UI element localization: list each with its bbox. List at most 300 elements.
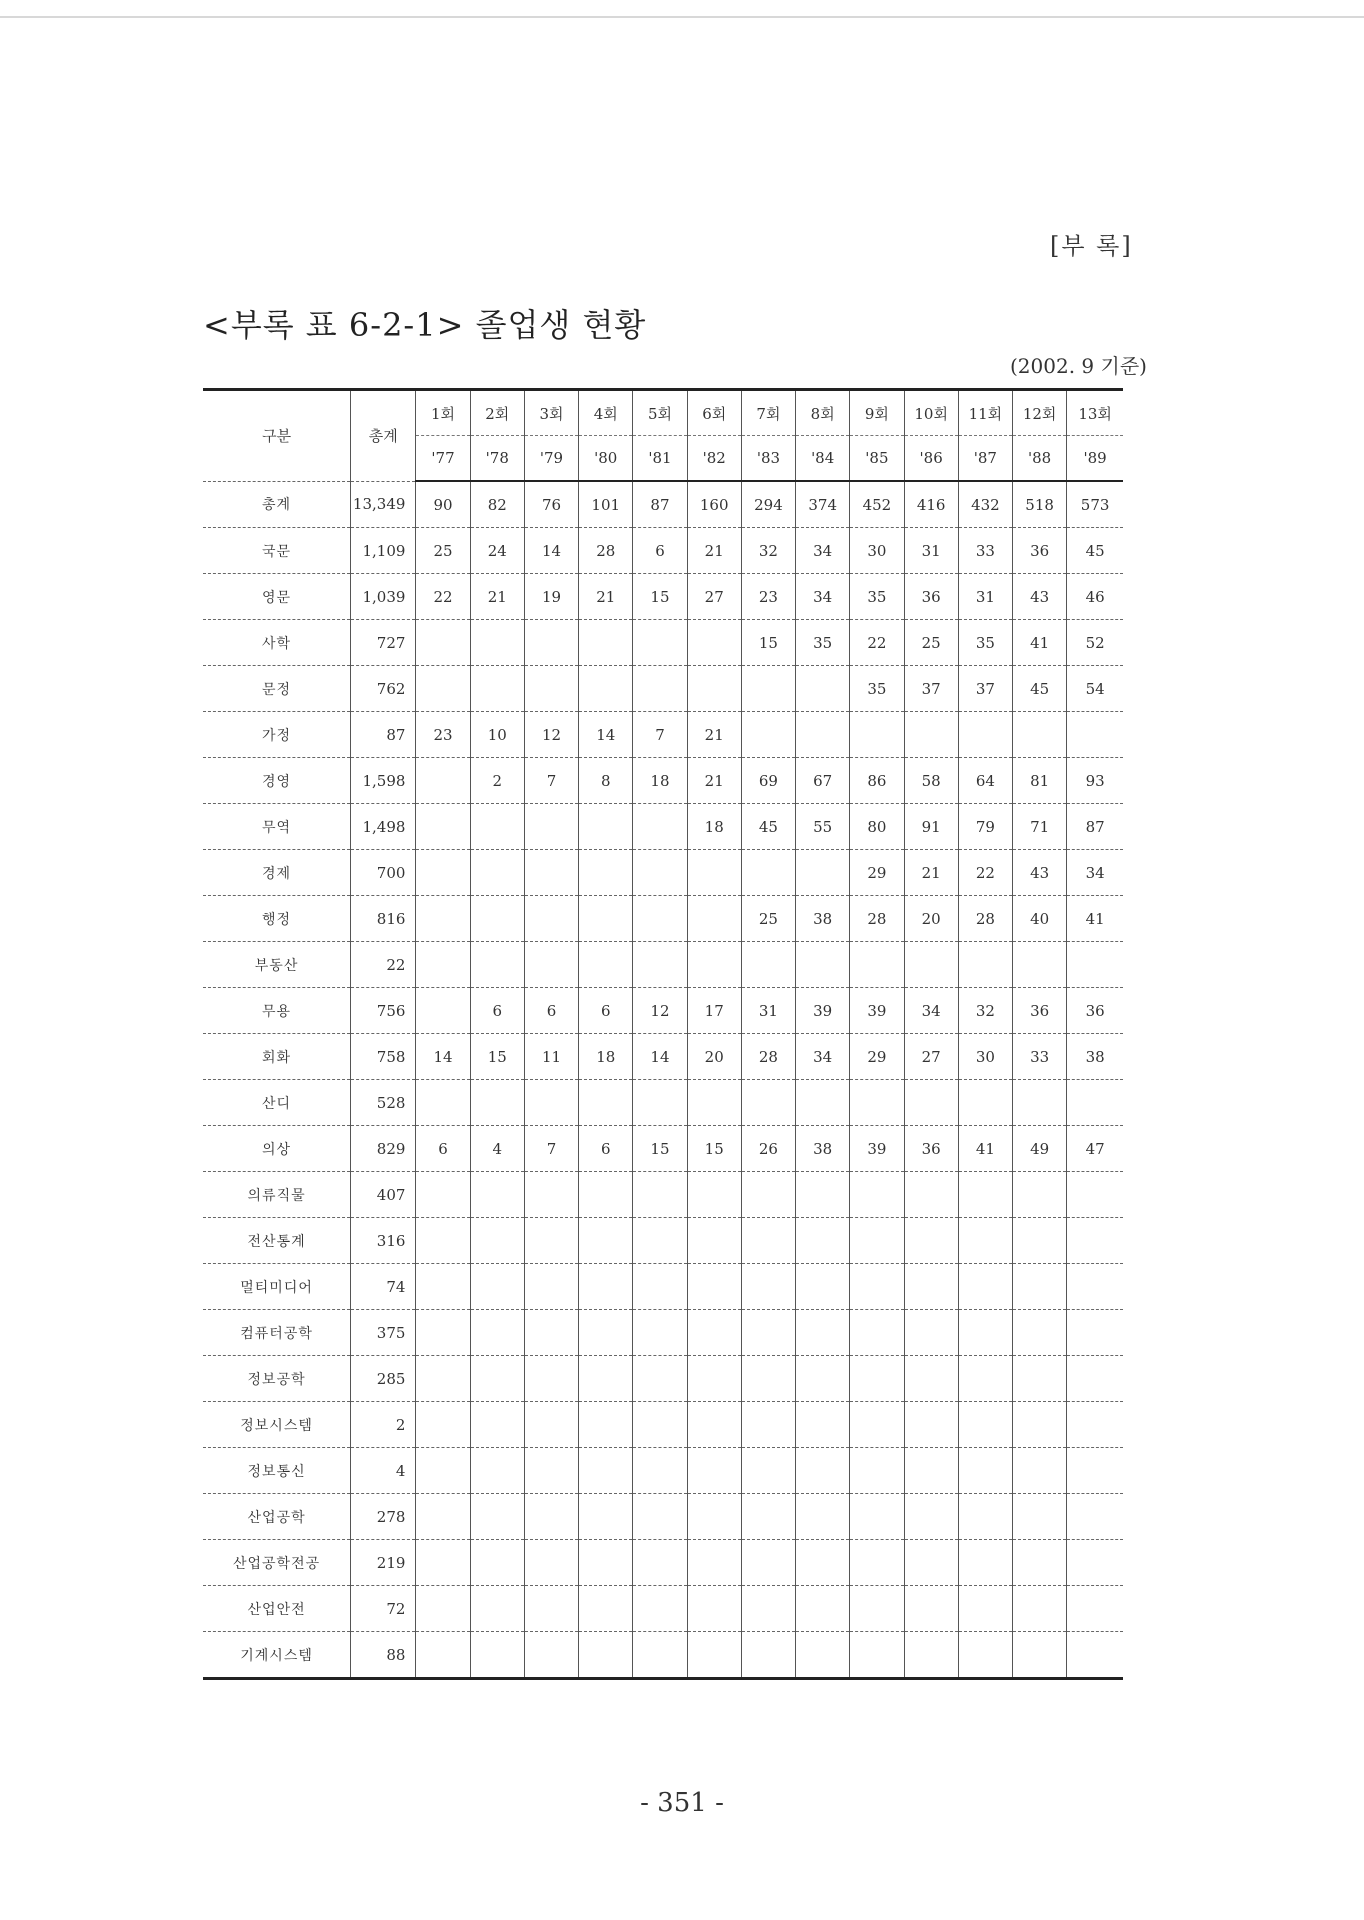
table-cell [687,1080,741,1126]
table-cell [579,896,633,942]
table-cell: 64 [958,758,1012,804]
header-round: 13회 [1067,390,1123,436]
row-label: 의류직물 [203,1172,351,1218]
table-cell [470,804,524,850]
table-row [203,1126,1123,1172]
table-row [203,1540,1123,1586]
table-cell [687,1632,741,1679]
table-cell: 6 [579,988,633,1034]
table-cell: 82 [470,481,524,528]
table-cell [416,1632,470,1679]
table-cell: 18 [633,758,687,804]
table-cell [958,1586,1012,1632]
table-cell [850,1310,904,1356]
row-label: 국문 [203,528,351,574]
table-cell [687,620,741,666]
page-number: - 351 - [640,1788,724,1818]
header-year: '80 [579,436,633,482]
table-row [203,1310,1123,1356]
table-cell [958,1172,1012,1218]
table-cell: 416 [904,481,958,528]
table-cell [741,850,795,896]
header-year: '86 [904,436,958,482]
header-year: '85 [850,436,904,482]
table-cell [904,942,958,988]
table-cell [579,1264,633,1310]
table-cell [579,1586,633,1632]
table-cell [904,1402,958,1448]
table-cell: 21 [904,850,958,896]
table-cell [958,942,1012,988]
row-total: 829 [351,1126,416,1172]
row-total: 1,109 [351,528,416,574]
table-cell [633,1310,687,1356]
table-cell: 90 [416,481,470,528]
table-cell: 39 [850,988,904,1034]
table-cell [741,1632,795,1679]
table-cell [741,1310,795,1356]
row-total: 756 [351,988,416,1034]
table-cell: 374 [796,481,850,528]
table-row [203,620,1123,666]
table-cell [1013,1448,1067,1494]
table-cell [633,896,687,942]
table-cell [579,942,633,988]
table-cell [850,1402,904,1448]
table-cell: 21 [687,712,741,758]
table-cell: 47 [1067,1126,1123,1172]
table-cell [416,1264,470,1310]
row-label: 경제 [203,850,351,896]
table-cell [958,1264,1012,1310]
table-row [203,1034,1123,1080]
table-cell [741,666,795,712]
table-cell [1067,1402,1123,1448]
table-cell: 30 [850,528,904,574]
table-cell [1067,712,1123,758]
table-cell [687,1264,741,1310]
row-label: 정보공학 [203,1356,351,1402]
scan-top-border [0,16,1364,18]
table-cell: 35 [850,666,904,712]
table-cell [416,1540,470,1586]
table-cell [796,1264,850,1310]
table-cell [958,712,1012,758]
table-cell [958,1310,1012,1356]
row-total: 758 [351,1034,416,1080]
table-cell [470,1172,524,1218]
table-cell [633,942,687,988]
row-total: 22 [351,942,416,988]
row-total: 407 [351,1172,416,1218]
table-cell [1067,1586,1123,1632]
table-cell [416,896,470,942]
table-cell [850,1448,904,1494]
table-cell [579,1494,633,1540]
table-cell [796,1448,850,1494]
table-cell [850,1080,904,1126]
table-cell: 22 [958,850,1012,896]
table-cell [904,1172,958,1218]
row-total: 278 [351,1494,416,1540]
table-cell [1013,1218,1067,1264]
table-cell [524,1494,578,1540]
table-cell [470,1080,524,1126]
table-row [203,712,1123,758]
table-cell: 37 [958,666,1012,712]
header-year: '79 [524,436,578,482]
row-total: 74 [351,1264,416,1310]
table-cell [524,666,578,712]
header-year: '84 [796,436,850,482]
table-cell [904,712,958,758]
table-cell [524,1172,578,1218]
table-cell [416,1172,470,1218]
table-cell: 29 [850,850,904,896]
table-cell [524,1402,578,1448]
table-cell: 14 [416,1034,470,1080]
table-cell [958,1218,1012,1264]
table-cell: 34 [904,988,958,1034]
table-cell [850,1540,904,1586]
header-year: '81 [633,436,687,482]
table-row [203,758,1123,804]
table-cell: 58 [904,758,958,804]
table-cell [579,850,633,896]
table-cell [524,1632,578,1679]
table-cell [524,1218,578,1264]
row-label: 산업안전 [203,1586,351,1632]
table-cell [524,1448,578,1494]
table-cell [741,1586,795,1632]
table-cell: 55 [796,804,850,850]
table-cell: 20 [904,896,958,942]
table-cell [1067,1356,1123,1402]
table-cell [741,712,795,758]
table-cell [416,1310,470,1356]
row-label: 문정 [203,666,351,712]
table-cell [1013,942,1067,988]
header-total: 총계 [351,390,416,482]
table-cell [904,1080,958,1126]
table-cell [470,666,524,712]
table-cell [850,1494,904,1540]
table-cell [796,1402,850,1448]
table-cell [850,1356,904,1402]
row-label: 경영 [203,758,351,804]
table-cell [850,1264,904,1310]
table-cell [687,942,741,988]
row-total: 816 [351,896,416,942]
table-cell: 91 [904,804,958,850]
row-total: 700 [351,850,416,896]
table-cell [741,1080,795,1126]
table-cell [524,620,578,666]
table-cell [741,942,795,988]
table-cell: 36 [904,1126,958,1172]
table-cell [579,1172,633,1218]
table-cell: 71 [1013,804,1067,850]
table-cell [904,1356,958,1402]
table-cell: 36 [1013,528,1067,574]
table-row [203,1632,1123,1679]
header-round: 12회 [1013,390,1067,436]
table-cell [687,896,741,942]
table-cell [470,1218,524,1264]
table-row [203,896,1123,942]
table-cell [633,1402,687,1448]
header-round: 1회 [416,390,470,436]
row-total: 528 [351,1080,416,1126]
table-cell [687,1402,741,1448]
table-cell: 14 [633,1034,687,1080]
table-cell [579,1632,633,1679]
table-row [203,666,1123,712]
table-cell: 23 [416,712,470,758]
table-row [203,1586,1123,1632]
row-label: 부동산 [203,942,351,988]
table-cell: 34 [796,1034,850,1080]
table-cell: 160 [687,481,741,528]
table-cell: 2 [470,758,524,804]
table-cell [1067,1172,1123,1218]
table-cell [904,1448,958,1494]
header-year: '82 [687,436,741,482]
table-cell: 76 [524,481,578,528]
table-cell [796,1218,850,1264]
table-row [203,942,1123,988]
table-cell [1013,1586,1067,1632]
header-year: '88 [1013,436,1067,482]
table-cell: 27 [904,1034,958,1080]
table-cell [796,1310,850,1356]
table-header [203,390,1123,482]
row-total: 2 [351,1402,416,1448]
table-cell: 32 [958,988,1012,1034]
table-cell: 33 [1013,1034,1067,1080]
row-label: 영문 [203,574,351,620]
table-cell: 69 [741,758,795,804]
table-cell [1067,1218,1123,1264]
table-row [203,1264,1123,1310]
table-cell [1013,712,1067,758]
table-cell [470,1264,524,1310]
table-cell: 87 [1067,804,1123,850]
table-cell [904,1218,958,1264]
table-cell: 36 [1013,988,1067,1034]
table-cell [904,1586,958,1632]
table-row [203,1494,1123,1540]
table-cell [633,1080,687,1126]
table-cell: 35 [850,574,904,620]
table-cell [958,1540,1012,1586]
row-label: 의상 [203,1126,351,1172]
table-cell: 45 [741,804,795,850]
table-cell [579,1540,633,1586]
table-cell [416,1402,470,1448]
table-cell [796,850,850,896]
table-cell [416,1356,470,1402]
table-cell: 38 [1067,1034,1123,1080]
table-cell [796,1080,850,1126]
row-label: 총계 [203,481,351,528]
table-cell [470,1310,524,1356]
table-cell: 31 [958,574,1012,620]
table-cell: 21 [687,528,741,574]
table-cell [524,942,578,988]
table-cell [524,850,578,896]
table-cell: 31 [741,988,795,1034]
table-cell [687,1540,741,1586]
table-cell [579,666,633,712]
table-cell: 24 [470,528,524,574]
table-cell [579,1218,633,1264]
table-cell [1013,1080,1067,1126]
row-label: 멀티미디어 [203,1264,351,1310]
table-cell [633,1264,687,1310]
table-cell: 38 [796,1126,850,1172]
table-cell [470,1632,524,1679]
table-cell [687,1356,741,1402]
table-cell [741,1172,795,1218]
header-year: '83 [741,436,795,482]
table-cell: 54 [1067,666,1123,712]
table-cell [796,1632,850,1679]
header-round: 2회 [470,390,524,436]
table-cell: 67 [796,758,850,804]
table-cell [741,1218,795,1264]
header-round: 5회 [633,390,687,436]
table-cell [850,1586,904,1632]
row-total: 727 [351,620,416,666]
table-cell: 22 [416,574,470,620]
date-basis: (2002. 9 기준) [1010,354,1147,378]
table-cell: 46 [1067,574,1123,620]
table-cell [1067,1448,1123,1494]
row-total: 72 [351,1586,416,1632]
table-cell [796,666,850,712]
header-year: '87 [958,436,1012,482]
table-cell: 101 [579,481,633,528]
table-cell [850,1218,904,1264]
table-cell: 86 [850,758,904,804]
table-cell [687,1172,741,1218]
table-cell [416,666,470,712]
header-row-rounds [203,390,1123,436]
table-cell: 45 [1013,666,1067,712]
table-cell [416,758,470,804]
table-row [203,574,1123,620]
row-label: 산업공학 [203,1494,351,1540]
row-total: 13,349 [351,481,416,528]
table-cell [796,712,850,758]
table-cell [416,942,470,988]
table-row [203,1402,1123,1448]
table-cell [796,1586,850,1632]
table-cell: 32 [741,528,795,574]
table-cell [796,1172,850,1218]
table-cell [958,1494,1012,1540]
table-cell [1013,1632,1067,1679]
table-cell: 11 [524,1034,578,1080]
table-cell: 36 [904,574,958,620]
header-round: 6회 [687,390,741,436]
table-row [203,481,1123,528]
table-cell: 21 [579,574,633,620]
table-cell [1013,1494,1067,1540]
table-cell [524,1310,578,1356]
table-row [203,988,1123,1034]
row-total: 1,598 [351,758,416,804]
table-cell: 41 [1013,620,1067,666]
table-cell: 43 [1013,574,1067,620]
table-cell [1067,1264,1123,1310]
table-cell: 14 [524,528,578,574]
table-cell: 15 [633,1126,687,1172]
row-total: 4 [351,1448,416,1494]
row-label: 산디 [203,1080,351,1126]
table-cell: 34 [796,574,850,620]
table-cell: 38 [796,896,850,942]
table-cell [470,1540,524,1586]
table-cell [1067,1310,1123,1356]
table-cell [416,804,470,850]
table-cell [904,1632,958,1679]
row-total: 762 [351,666,416,712]
table-cell [633,1494,687,1540]
table-cell: 79 [958,804,1012,850]
row-label: 기계시스템 [203,1632,351,1679]
table-cell: 35 [796,620,850,666]
table-cell: 7 [524,758,578,804]
table-cell [1013,1172,1067,1218]
table-cell [633,666,687,712]
table-body [203,481,1123,1679]
table-cell [416,988,470,1034]
table-cell [524,1080,578,1126]
table-cell: 23 [741,574,795,620]
table-cell: 432 [958,481,1012,528]
table-cell: 6 [579,1126,633,1172]
graduates-table [203,388,1123,1680]
table-cell: 52 [1067,620,1123,666]
table-cell [579,804,633,850]
table-cell: 15 [687,1126,741,1172]
table-row [203,1356,1123,1402]
table-cell [741,1356,795,1402]
row-total: 87 [351,712,416,758]
table-cell [958,1632,1012,1679]
table-cell: 6 [633,528,687,574]
table-cell [579,1080,633,1126]
table-cell [633,1218,687,1264]
header-round: 7회 [741,390,795,436]
table-cell: 81 [1013,758,1067,804]
table-row [203,804,1123,850]
row-total: 285 [351,1356,416,1402]
table-cell: 15 [470,1034,524,1080]
row-total: 219 [351,1540,416,1586]
table-cell [850,1172,904,1218]
table-cell: 12 [633,988,687,1034]
table-cell: 6 [470,988,524,1034]
table-cell [470,1448,524,1494]
table-cell [416,1448,470,1494]
table-cell [958,1080,1012,1126]
table-cell [524,804,578,850]
table-cell [416,1218,470,1264]
header-round: 11회 [958,390,1012,436]
